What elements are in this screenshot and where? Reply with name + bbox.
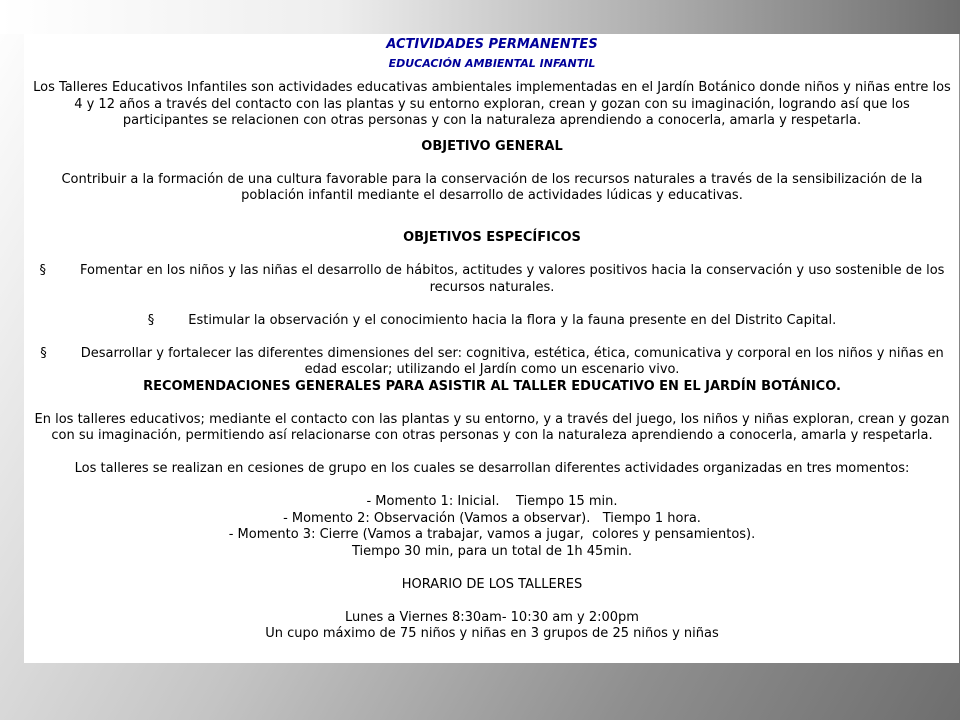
specific-objective-item: [30, 313, 954, 330]
document-subtitle: EDUCACIÓN AMBIENTAL INFANTIL: [388, 57, 596, 70]
specific-objective-text: Desarrollar y fortalecer las diferentes dimensiones del ser: cognitiva, estética, ética, comunicativa y corporal en los niños y niñas en edad escolar; utilizando el Jardín como un escenario vivo.: [80, 345, 944, 377]
document-body: [30, 36, 954, 643]
general-objective-heading: OBJETIVO GENERAL: [421, 138, 563, 154]
general-objective-text: Contribuir a la formación de una cultura favorable para la conservación de los recursos naturales a través de la sensibilización de la población infantil mediante el desarrollo de actividades lúdicas y educativas.: [61, 171, 923, 203]
recommendations-heading: RECOMENDACIONES GENERALES PARA ASISTIR AL TALLER EDUCATIVO EN EL JARDÍN BOTÁNICO.: [143, 378, 841, 394]
bullet-icon: §: [147, 312, 155, 328]
bullet-icon: §: [40, 345, 47, 361]
specific-objective-text: Fomentar en los niños y las niñas el desarrollo de hábitos, actitudes y valores positivos hacia la conservación y uso sostenible de los recursos naturales.: [80, 263, 945, 295]
sessions-text: Los talleres se realizan en cesiones de grupo en los cuales se desarrollan diferentes actividades organizadas en tres momentos:: [74, 461, 910, 476]
moment-line: - Momento 3: Cierre (Vamos a trabajar, vamos a jugar, colores y pensamientos).: [228, 527, 756, 542]
recommendations-text: En los talleres educativos; mediante el contacto con las plantas y su entorno, y a través del juego, los niños y niñas exploran, crean y gozan con su imaginación, permitiendo así relacionarse con otras personas y con la naturaleza aprendiendo a conocerla, amarla y respetarla.: [34, 411, 950, 443]
schedule-text: Lunes a Viernes 8:30am- 10:30 am y 2:00pm: [345, 609, 639, 625]
document-title: ACTIVIDADES PERMANENTES: [386, 37, 598, 52]
total-time-line: Tiempo 30 min, para un total de 1h 45min.: [352, 543, 632, 559]
intro-paragraph: Los Talleres Educativos Infantiles son actividades educativas ambientales implementadas en el Jardín Botánico donde niños y niñas entre los 4 y 12 años a través del contacto con las plantas y su entorno exploran, crean y gozan con su imaginación, logrando así que los participantes se relacionen con otras personas y con la naturaleza aprendiendo a conocerla, amarla y respetarla.: [33, 80, 951, 128]
moment-line: - Momento 1: Inicial. Tiempo 15 min.: [366, 494, 618, 509]
bullet-icon: §: [39, 263, 47, 278]
top-gradient-band: [0, 0, 960, 34]
schedule-heading: HORARIO DE LOS TALLERES: [401, 576, 583, 592]
moment-line: - Momento 2: Observación (Vamos a observar). Tiempo 1 hora.: [283, 510, 701, 526]
specific-objective-item: [30, 263, 954, 296]
specific-objective-text: Estimular la observación y el conocimiento hacia la flora y la fauna presente en del Distrito Capital.: [188, 312, 837, 328]
capacity-text: Un cupo máximo de 75 niños y niñas en 3 grupos de 25 niños y niñas: [265, 626, 719, 641]
specific-objectives-heading: OBJETIVOS ESPECÍFICOS: [403, 230, 581, 245]
specific-objective-item: [30, 346, 954, 379]
